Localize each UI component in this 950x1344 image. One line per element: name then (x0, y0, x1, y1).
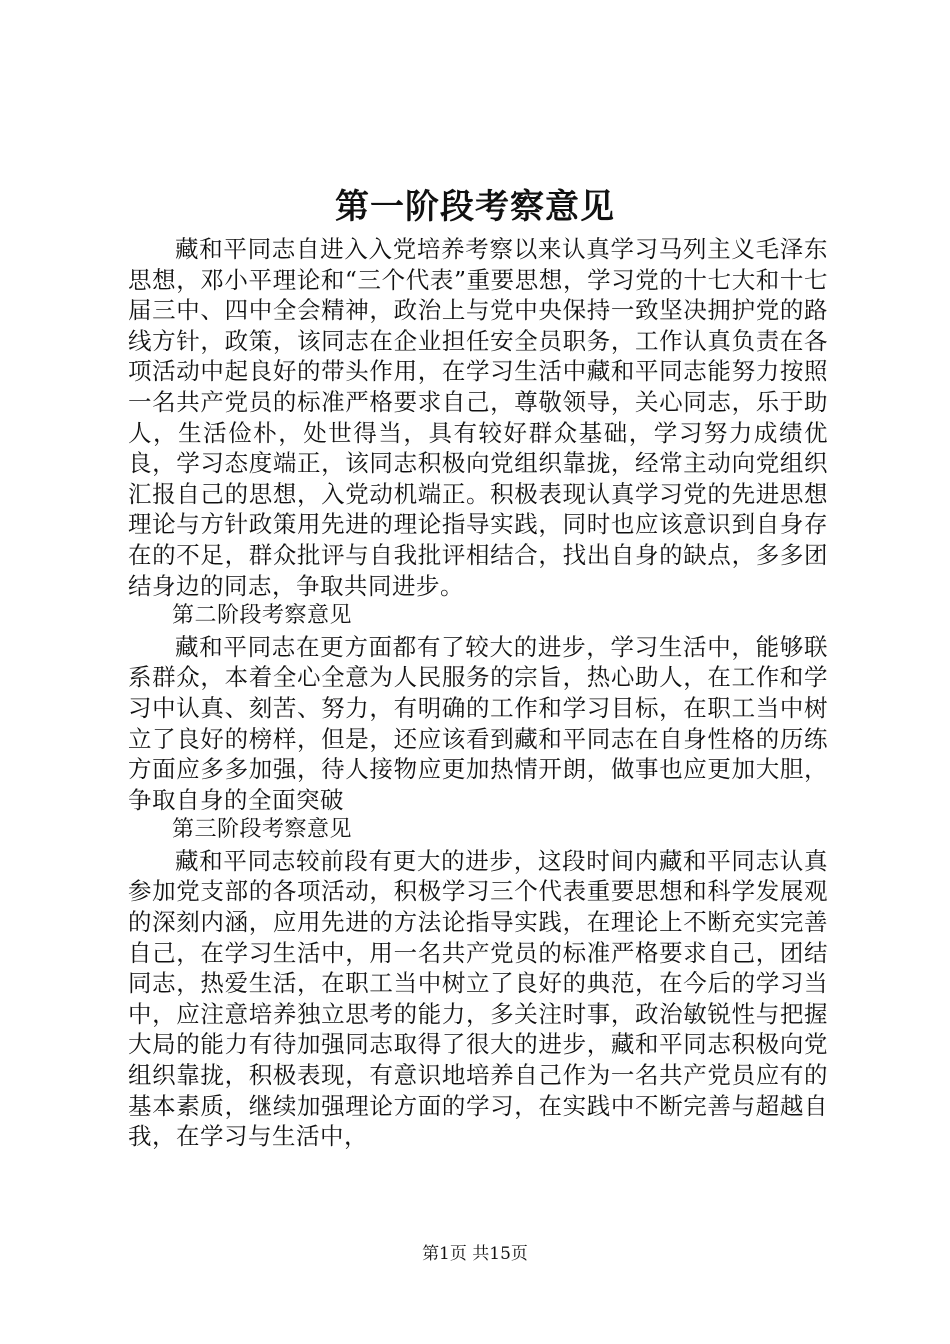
paragraph-stage-one: 藏和平同志自进入入党培养考察以来认真学习马列主义毛泽东思想，邓小平理论和“三个代表”重要思想，学习党的十七大和十七届三中、四中全会精神，政治上与党中央保持一致坚决拥护党的路线方针，政策，该同志在企业担任安全员职务，工作认真负责在各项活动中起良好的带头作用，在学习生活中藏和平同志能努力按照一名共产党员的标准严格要求自己，尊敬领导，关心同志，乐于助人，生活俭朴，处世得当，具有较好群众基础，学习努力成绩优良，学习态度端正，该同志积极向党组织靠拢，经常主动向党组织汇报自己的思想，入党动机端正。积极表现认真学习党的先进思想理论与方针政策用先进的理论指导实践，同时也应该意识到自身存在的不足，群众批评与自我批评相结合，找出自身的缺点，多多团结身边的同志，争取共同进步。 (128, 235, 828, 600)
paragraph-stage-three: 藏和平同志较前段有更大的进步，这段时间内藏和平同志认真参加党支部的各项活动，积极学习三个代表重要思想和科学发展观的深刻内涵，应用先进的方法论指导实践，在理论上不断充实完善自己，在学习生活中，用一名共产党员的标准严格要求自己，团结同志，热爱生活，在职工当中树立了良好的典范，在今后的学习当中，应注意培养独立思考的能力，多关注时事，政治敏锐性与把握大局的能力有待加强同志取得了很大的进步，藏和平同志积极向党组织靠拢，积极表现，有意识地培养自己作为一名共产党员应有的基本素质，继续加强理论方面的学习，在实践中不断完善与超越自我，在学习与生活中， (128, 846, 828, 1151)
section-heading-stage-two: 第二阶段考察意见 (172, 603, 353, 629)
document-title: 第一阶段考察意见 (335, 187, 615, 227)
page-footer: 第1页 共15页 (422, 1244, 528, 1264)
section-heading-stage-three: 第三阶段考察意见 (172, 817, 353, 843)
document-body (128, 234, 828, 1152)
paragraph-stage-two: 藏和平同志在更方面都有了较大的进步，学习生活中，能够联系群众，本着全心全意为人民服务的宗旨，热心助人，在工作和学习中认真、刻苦、努力，有明确的工作和学习目标，在职工当中树立了良好的榜样，但是，还应该看到藏和平同志在自身性格的历练方面应多多加强，待人接物应更加热情开朗，做事也应更加大胆，争取自身的全面突破 (128, 632, 828, 814)
